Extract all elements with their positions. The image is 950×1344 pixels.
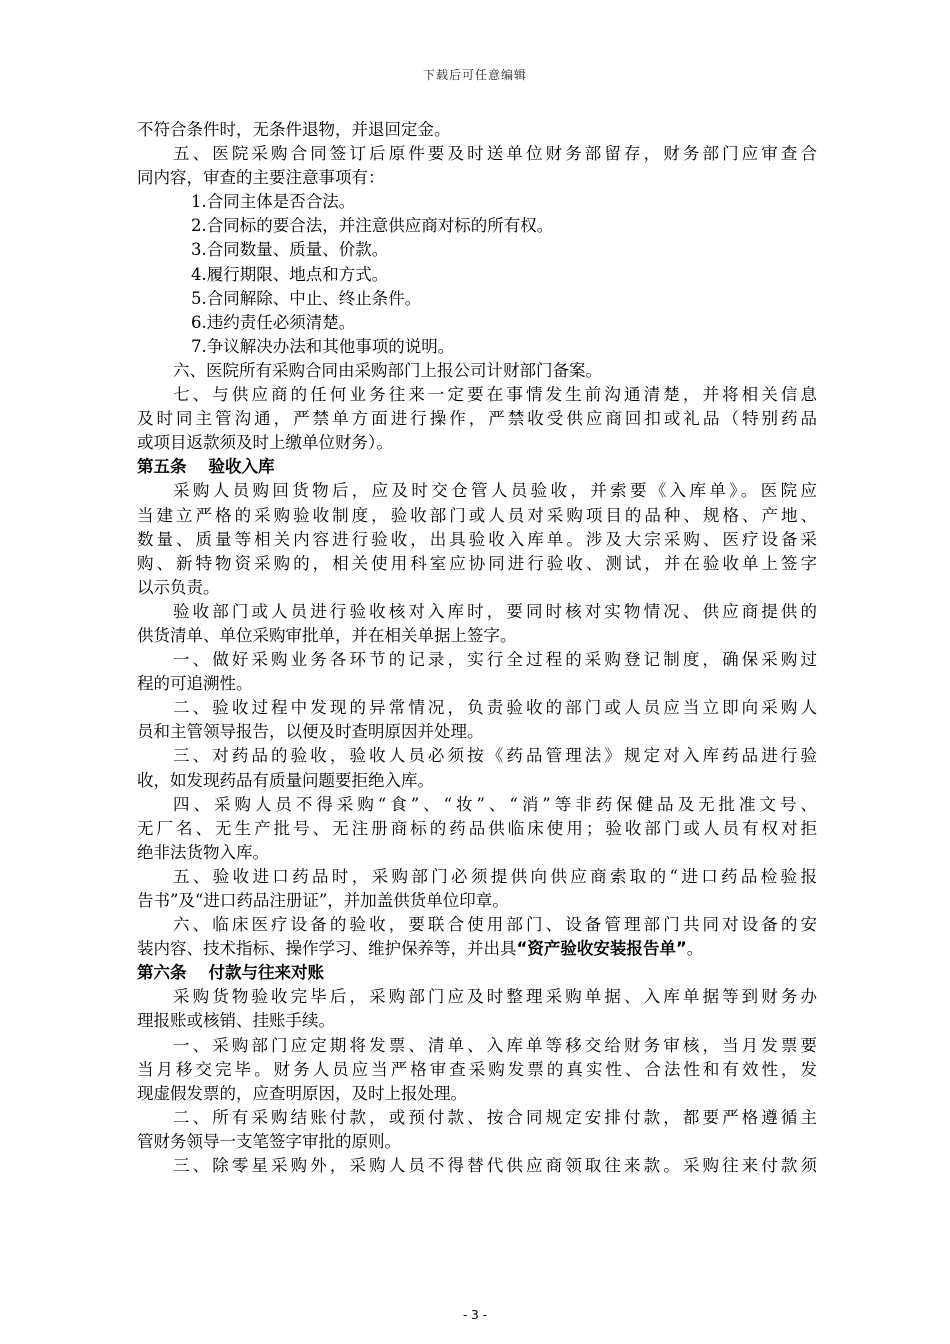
paragraph-line: 无厂名、无生产批号、无注册商标的药品供临床使用；验收部门或人员有权对拒: [137, 818, 817, 838]
paragraph-line: 以示负责。: [137, 577, 220, 597]
article-title: 付款与往来对账: [208, 963, 324, 983]
paragraph-line: 员和主管领导报告，以便及时查明原因并处理。: [137, 722, 484, 742]
paragraph-line: 六、临床医疗设备的验收，要联合使用部门、设备管理部门共同对设备的安: [173, 915, 817, 935]
paragraph-line: 程的可追溯性。: [137, 674, 253, 694]
paragraph-line: 不符合条件时，无条件退物，并退回定金。: [137, 120, 451, 139]
paragraph-line: 供货清单、单位采购审批单，并在相关单据上签字。: [137, 625, 517, 645]
list-item: 3.合同数量、质量、价款。: [191, 240, 389, 260]
paragraph-line: 验收部门或人员进行验收核对入库时，要同时核对实物情况、供应商提供的: [173, 601, 817, 621]
paragraph-line: 六、医院所有采购合同由采购部门上报公司计财部门备案。: [173, 360, 602, 380]
paragraph-line: 五、医院采购合同签订后原件要及时送单位财务部留存，财务部门应审查合: [173, 144, 817, 164]
list-item: 7.争议解决办法和其他事项的说明。: [191, 336, 455, 356]
paragraph-line: 三、除零星采购外，采购人员不得替代供应商领取往来款。采购往来付款须: [173, 1156, 817, 1176]
text-segment: 。: [686, 939, 704, 959]
paragraph-line: 一、做好采购业务各环节的记录，实行全过程的采购登记制度，确保采购过: [173, 650, 817, 670]
paragraph-line: 五、验收进口药品时，采购部门必须提供向供应商索取的“进口药品检验报: [173, 866, 817, 886]
paragraph-line-with-bold: [137, 937, 817, 961]
paragraph-line: 购、新特物资采购的，相关使用科室应协同进行验收、测试，并在验收单上签字: [137, 553, 817, 573]
article-number: 第五条: [137, 457, 187, 477]
paragraph-line: 绝非法货物入库。: [137, 842, 269, 862]
page-number: - 3 -: [463, 1308, 487, 1322]
paragraph-line: 四、采购人员不得采购“食”、“妆”、“消”等非药保健品及无批准文号、: [173, 794, 817, 814]
paragraph-line: 三、对药品的验收，验收人员必须按《药品管理法》规定对入库药品进行验: [173, 746, 817, 766]
paragraph-line: 收，如发现药品有质量问题要拒绝入库。: [137, 770, 434, 790]
paragraph-line: 管财务领导一支笔签字审批的原则。: [137, 1131, 401, 1151]
paragraph-line: 当月移交完毕。财务人员应当严格审查采购发票的真实性、合法性和有效性，发: [137, 1059, 817, 1079]
bold-form-name: “资产验收安装报告单”: [516, 939, 687, 959]
document-body: [137, 118, 817, 1178]
paragraph-line: 数量、质量等相关内容进行验收，出具验收入库单。涉及大宗采购、医疗设备采: [137, 529, 817, 549]
paragraph-line: 七、与供应商的任何业务往来一定要在事情发生前沟通清楚，并将相关信息: [173, 385, 817, 405]
paragraph-line: 二、所有采购结账付款，或预付款、按合同规定安排付款，都要严格遵循主: [173, 1107, 817, 1127]
paragraph-line: 及时同主管沟通，严禁单方面进行操作，严禁收受供应商回扣或礼品（特别药品: [137, 409, 817, 429]
paragraph-line: 理报账或核销、挂账手续。: [137, 1011, 335, 1031]
text-segment: 装内容、技术指标、操作学习、维护保养等，并出具: [137, 939, 517, 959]
paragraph-line: 一、采购部门应定期将发票、清单、入库单等移交给财务审核，当月发票要: [173, 1035, 817, 1055]
paragraph-line: 告书”及“进口药品注册证”，并加盖供货单位印章。: [137, 891, 509, 910]
page-header: 下载后可任意编辑: [422, 68, 527, 82]
paragraph-line: 采购货物验收完毕后，采购部门应及时整理采购单据、入库单据等到财务办: [173, 987, 817, 1007]
paragraph-line: 采购人员购回货物后，应及时交仓管人员验收，并索要《入库单》。医院应: [173, 481, 817, 501]
list-item: 6.违约责任必须清楚。: [191, 312, 356, 332]
paragraph-line: 同内容，审查的主要注意事项有：: [137, 168, 385, 188]
article-heading: [137, 455, 817, 479]
list-item: 2.合同标的要合法，并注意供应商对标的所有权。: [191, 216, 554, 236]
paragraph-line: 当建立严格的采购验收制度，验收部门或人员对采购项目的品种、规格、产地、: [137, 505, 817, 525]
list-item: 5.合同解除、中止、终止条件。: [191, 288, 422, 308]
article-title: 验收入库: [208, 457, 275, 477]
paragraph-line: 或项目返款须及时上缴单位财务）。: [137, 433, 393, 453]
list-item: 4.履行期限、地点和方式。: [191, 264, 389, 284]
article-number: 第六条: [137, 963, 187, 983]
article-heading: [137, 961, 817, 985]
paragraph-line: 现虚假发票的，应查明原因，及时上报处理。: [137, 1083, 467, 1103]
paragraph-line: 二、验收过程中发现的异常情况，负责验收的部门或人员应当立即向采购人: [173, 698, 817, 718]
list-item: 1.合同主体是否合法。: [191, 192, 356, 212]
